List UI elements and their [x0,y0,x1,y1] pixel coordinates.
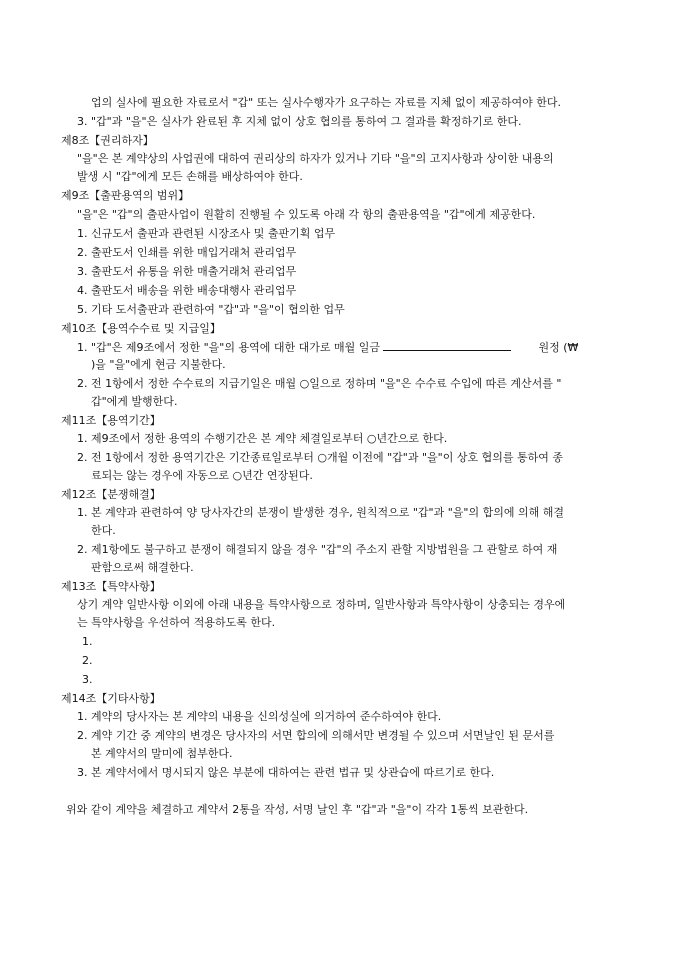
article-12-item-1-line-1: 1. 본 계약과 관련하여 양 당사자간의 분쟁이 발생한 경우, 원칙적으로 "갑"과 "을"의 합의에 의해 해결 [77,506,564,519]
article-9-title: 제9조【출판용역의 범위】 [61,189,190,202]
article-11-item-1: 1. 제9조에서 정한 용역의 수행기간은 본 계약 체결일로부터 ○년간으로 한다. [77,432,448,445]
article-14-title: 제14조【기타사항】 [61,692,161,705]
article-14-item-2-line-2: 본 계약서의 말미에 첨부한다. [91,747,233,760]
article-13-item-1: 1. [82,635,93,648]
article-10-item-1-text: 1. "갑"은 제9조에서 정한 "을"의 용역에 대한 대가로 매월 일금 [77,341,380,354]
article-9-body: "을"은 "갑"의 출판사업이 원활히 진행될 수 있도록 아래 각 항의 출판용역을 "갑"에게 제공한다. [77,208,536,221]
article-14-item-3: 3. 본 계약서에서 명시되지 않은 부분에 대하여는 관련 법규 및 상관습에 따르기로 한다. [77,766,495,779]
article-12-title: 제12조【분쟁해결】 [61,488,161,501]
article-14-item-1: 1. 계약의 당사자는 본 계약의 내용을 신의성실에 의거하여 준수하여야 한다. [77,710,442,723]
article-11-item-2-line-1: 2. 전 1항에서 정한 용역기간은 기간종료일로부터 ○개월 이전에 "갑"과 "을"이 상호 협의를 통하여 종 [77,451,563,464]
article-13-body-1: 상기 계약 일반사항 이외에 아래 내용을 특약사항으로 정하며, 일반사항과 특약사항이 상충되는 경우에 [77,598,566,611]
article-9-item-5: 5. 기타 도서출판과 관련하여 "갑"과 "을"이 협의한 업무 [77,303,345,316]
article-13-body-2: 는 특약사항을 우선하여 적용하도록 한다. [77,616,276,629]
article-10-item-1-line-2: )을 "을"에게 현금 지불한다. [91,358,226,371]
article-11-title: 제11조【용역기간】 [61,414,161,427]
intro-item-3: 3. "갑"과 "을"은 실사가 완료된 후 지체 없이 상호 협의를 통하여 그 결과를 확정하기로 한다. [77,115,522,128]
article-11-item-2-line-2: 료되는 않는 경우에 자동으로 ○년간 연장된다. [91,469,313,482]
article-13-item-2: 2. [82,654,93,667]
amount-blank [383,340,511,351]
closing-statement: 위와 같이 계약을 체결하고 계약서 2통을 작성, 서명 날인 후 "갑"과 "을"이 각각 1통씩 보관한다. [66,803,529,816]
article-13-title: 제13조【특약사항】 [61,580,161,593]
article-10-item-2-line-1: 2. 전 1항에서 정한 수수료의 지급기일은 매월 ○일으로 정하며 "을"은 수수료 수입에 따른 계산서를 " [77,377,562,390]
article-9-item-3: 3. 출판도서 유통을 위한 매출거래처 관리업무 [77,265,297,278]
article-12-item-2-line-2: 판함으로써 해결한다. [91,561,194,574]
article-10-item-1-won: 원정 (₩ [538,341,579,354]
article-10-item-2-line-2: 갑"에게 발행한다. [91,395,178,408]
article-10-title: 제10조【용역수수료 및 지급일】 [61,322,221,335]
article-13-item-3: 3. [82,673,93,686]
article-14-item-2-line-1: 2. 계약 기간 중 계약의 변경은 당사자의 서면 합의에 의해서만 변경될 수 있으며 서면날인 된 문서를 [77,729,555,742]
article-9-item-4: 4. 출판도서 배송을 위한 배송대행사 관리업무 [77,284,297,297]
article-12-item-1-line-2: 한다. [91,524,116,537]
article-9-item-2: 2. 출판도서 인쇄를 위한 매입거래처 관리업무 [77,246,297,259]
article-9-item-1: 1. 신규도서 출판과 관련된 시장조사 및 출판기획 업무 [77,227,336,240]
intro-line-1: 업의 실사에 필요한 자료로서 "갑" 또는 실사수행자가 요구하는 자료를 지체 없이 제공하여야 한다. [91,96,561,109]
article-8-body-1: "을"은 본 계약상의 사업권에 대하여 권리상의 하자가 있거나 기타 "을"의 고지사항과 상이한 내용의 [77,152,554,165]
article-8-title: 제8조【권리하자】 [61,134,154,147]
article-10-item-1-line-1 [77,340,578,355]
article-8-body-2: 발생 시 "갑"에게 모든 손해를 배상하여야 한다. [77,170,303,183]
article-12-item-2-line-1: 2. 제1항에도 불구하고 분쟁이 해결되지 않을 경우 "갑"의 주소지 관할 지방법원을 그 관할로 하여 재 [77,543,558,556]
